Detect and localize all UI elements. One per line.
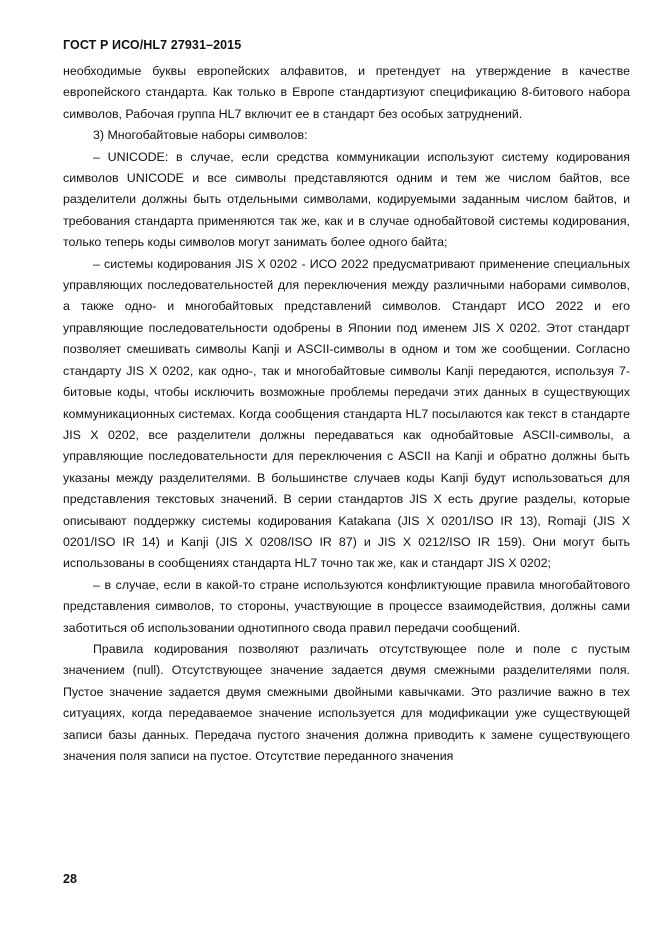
paragraph-jis: – системы кодирования JIS X 0202 - ИСО 2022 предусматривают применение специальных управляющих последовательностей для переключения между различными наборами символов, а также одно- и многобайтовых представлений символов. Стандарт ИСО 2022 и его управляющие последовательности одобрены в Японии под именем JIS X 0202. Этот стандарт позволяет смешивать символы Kanji и ASCII-символы в одном и том же сообщении. Согласно стандарту JIS X 0202, как одно-, так и многобайтовые символы Kanji передаются, используя 7-битовые коды, чтобы исключить возможные проблемы передачи этих данных в существующих коммуникационных системах. Когда сообщения стандарта HL7 посылаются как текст в стандарте JIS X 0202, все разделители должны передаваться как однобайтовые ASCII-символы, а управляющие последовательности для переключения с ASCII на Kanji и обратно должны быть указаны между разделителями. В большинстве случаев коды Kanji будут использоваться для представления текстовых значений. В серии стандартов JIS X есть другие разделы, которые описывают поддержку системы кодирования Katakana (JIS X 0201/ISO IR 13), Romaji (JIS X 0201/ISO IR 14) и Kanji (JIS X 0208/ISO IR 87) и JIS X 0212/ISO IR 159). Они могут быть использованы в сообщениях стандарта HL7 точно так же, как и стандарт JIS X 0202; <box>63 256 630 571</box>
document-header: ГОСТ Р ИСО/HL7 27931–2015 <box>63 38 242 52</box>
paragraph-conflict: – в случае, если в какой-то стране используются конфликтующие правила многобайтового представления символов, то стороны, участвующие в процессе взаимодействия, должны сами заботиться об использовании однотипного свода правил передачи сообщений. <box>63 577 630 635</box>
document-body <box>63 61 630 767</box>
paragraph-list-heading: 3) Многобайтовые наборы символов: <box>93 128 308 143</box>
paragraph-unicode: – UNICODE: в случае, если средства коммуникации используют систему кодирования символов UNICODE и все символы представляются одним и тем же числом байтов, все разделители должны быть отдельными символами, кодируемыми заданным числом байтов, и требования стандарта применяются так же, как и в случае однобайтовой системы кодирования, только теперь коды символов могут занимать более одного байта; <box>63 149 630 250</box>
page-number: 28 <box>63 872 77 886</box>
paragraph-continuation: необходимые буквы европейских алфавитов, и претендует на утверждение в качестве европейского стандарта. Как только в Европе стандартизуют спецификацию 8-битового набора символов, Рабочая группа HL7 включит ее в стандарт без особых затруднений. <box>63 64 630 121</box>
paragraph-encoding-rules: Правила кодирования позволяют различать отсутствующее поле и поле с пустым значением (null). Отсутствующее значение задается двумя смежными разделителями поля. Пустое значение задается двумя смежными двойными кавычками. Это различие важно в тех ситуациях, когда передаваемое значение используется для модификации уже существующей записи базы данных. Передача пустого значения должна приводить к замене существующего значения поля записи на пустое. Отсутствие переданного значения <box>63 641 630 763</box>
